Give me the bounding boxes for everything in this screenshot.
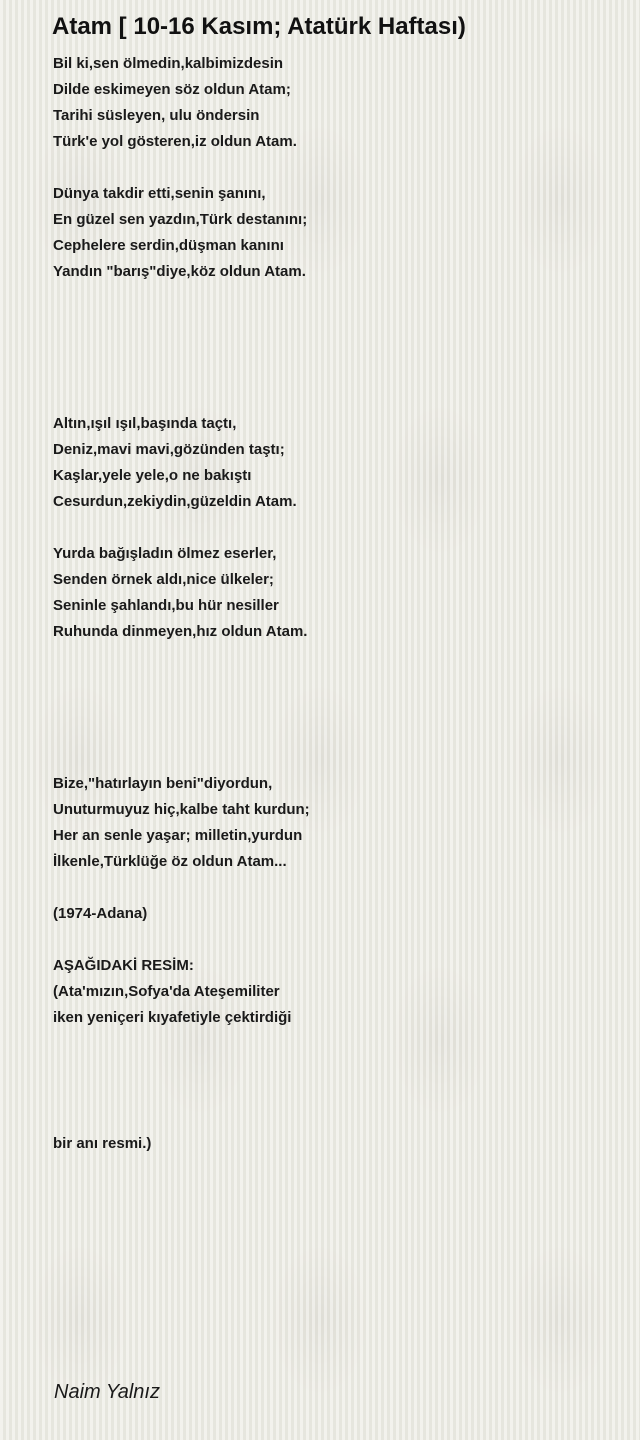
poem-line: Bize,"hatırlayın beni"diyordun, <box>53 775 273 792</box>
poem-line: Tarihi süsleyen, ulu öndersin <box>53 107 260 124</box>
poem-line: Unuturmuyuz hiç,kalbe taht kurdun; <box>53 801 310 818</box>
stanza-1 <box>53 51 297 155</box>
poem-line: Kaşlar,yele yele,o ne bakıştı <box>53 467 252 484</box>
poem-line: Cesurdun,zekiydin,güzeldin Atam. <box>53 493 297 510</box>
stanza-3 <box>53 411 297 515</box>
poem-line: iken yeniçeri kıyafetiyle çektirdiği <box>53 1009 292 1026</box>
poem-line: Dilde eskimeyen söz oldun Atam; <box>53 81 291 98</box>
image-note-end <box>53 1131 151 1157</box>
image-note <box>53 953 291 1031</box>
stanza-5 <box>53 771 310 875</box>
poem-line: (1974-Adana) <box>53 905 148 922</box>
stanza-4 <box>53 541 307 645</box>
poem-line: Bil ki,sen ölmedin,kalbimizdesin <box>53 55 284 72</box>
poem-line: Ruhunda dinmeyen,hız oldun Atam. <box>53 623 308 640</box>
poem-line: Seninle şahlandı,bu hür nesiller <box>53 597 279 614</box>
poem-line: (Ata'mızın,Sofya'da Ateşemiliter <box>53 983 280 1000</box>
poem-date-place <box>53 901 147 927</box>
poem-author: Naim Yalnız <box>54 1381 160 1403</box>
poem-line: Dünya takdir etti,senin şanını, <box>53 185 266 202</box>
poem-line: Cephelere serdin,düşman kanını <box>53 237 284 254</box>
poem-line: Yurda bağışladın ölmez eserler, <box>53 545 277 562</box>
poem-line: Her an senle yaşar; milletin,yurdun <box>53 827 303 844</box>
poem-line: Deniz,mavi mavi,gözünden taştı; <box>53 441 285 458</box>
poem-line: Altın,ışıl ışıl,başında taçtı, <box>53 415 237 432</box>
poem-line: Yandın "barış"diye,köz oldun Atam. <box>53 263 306 280</box>
stanza-2 <box>53 181 307 285</box>
poem-title: Atam [ 10-16 Kasım; Atatürk Haftası) <box>52 13 466 40</box>
poem-line: İlkenle,Türklüğe öz oldun Atam... <box>53 853 287 870</box>
poem-line: AŞAĞIDAKİ RESİM: <box>53 957 194 974</box>
poem-line: Senden örnek aldı,nice ülkeler; <box>53 571 274 588</box>
poem-line: Türk'e yol gösteren,iz oldun Atam. <box>53 133 297 150</box>
poem-line: En güzel sen yazdın,Türk destanını; <box>53 211 308 228</box>
poem-line: bir anı resmi.) <box>53 1135 152 1152</box>
